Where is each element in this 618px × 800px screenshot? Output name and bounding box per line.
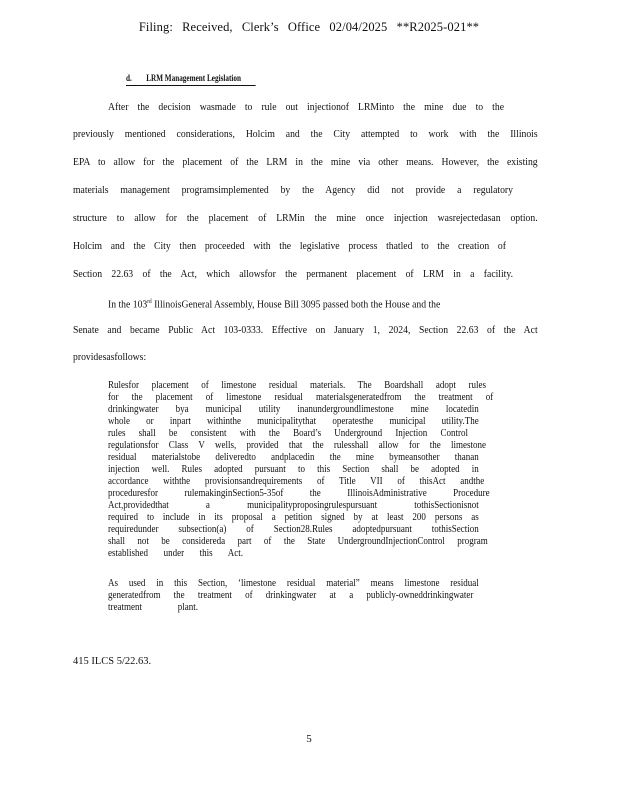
quote-line: established under this Act.	[108, 548, 243, 559]
section-heading	[126, 73, 255, 86]
quote-line: residual materialstobe deliveredto andplacedin the mine bymeansother thanan	[108, 452, 479, 463]
paragraph-line: previously mentioned considerations, Holcim and the City attempted to work with the Illinois	[73, 128, 538, 140]
paragraph-line: providesasfollows:	[73, 351, 147, 363]
paragraph-line: Section 22.63 of the Act, which allowsfor the permanent placement of LRM in a facility.	[73, 268, 513, 280]
quote-line: whole or inpart withinthe municipalitythat operatesthe municipal utility.The	[108, 416, 479, 427]
statute-citation: 415 ILCS 5/22.63.	[73, 656, 152, 667]
quote-line: rules shall be consistent with the Board’s Underground Injection Control	[108, 428, 468, 439]
paragraph-line: structure to allow for the placement of LRMin the mine once injection wasrejectedasan option.	[73, 212, 538, 224]
section-letter: d.	[126, 73, 132, 83]
filing-header: Filing: Received, Clerk’s Office 02/04/2025 **R2025-021**	[138, 20, 480, 34]
paragraph-line: After the decision wasmade to rule out injectionof LRMinto the mine due to the	[108, 101, 504, 113]
paragraph-line: materials management programsimplemented by the Agency did not provide a regulatory	[73, 184, 513, 196]
paragraph-line: Senate and became Public Act 103-0333. Effective on January 1, 2024, Section 22.63 of the Act	[73, 324, 538, 336]
line-suffix: IllinoisGeneral Assembly, House Bill 3095 passed both the House and the	[151, 298, 441, 311]
quote-line: accordance withthe provisionsandrequirements of Title VII of thisAct andthe	[108, 476, 485, 487]
quote-line: regulationsfor Class V wells, provided that the rulesshall allow for the limestone	[108, 440, 486, 451]
quote-line: injection well. Rules adopted pursuant to this Section shall be adopted in	[108, 464, 479, 475]
quote-line: generatedfrom the treatment of drinkingwater at a publicly-owneddrinkingwater	[108, 590, 474, 601]
paragraph-line: Holcim and the City then proceeded with the legislative process thatled to the creation of	[73, 240, 506, 252]
section-title: LRM Management Legislation	[146, 73, 242, 83]
quote-line: for the placement of limestone residual materialsgeneratedfrom the treatment of	[108, 392, 494, 403]
quote-line: required to include in its proposal a petition signed by at least 200 persons as	[108, 512, 479, 523]
page-number: 5	[306, 733, 312, 745]
quote-line: treatment plant.	[108, 602, 198, 613]
quote-line: Act,providedthat a municipalityproposingrulespursuant tothisSectionisnot	[108, 500, 479, 511]
quote-line: Rulesfor placement of limestone residual materials. The Boardshall adopt rules	[108, 380, 486, 391]
quote-line: requiredunder subsection(a) of Section28.Rules adoptedpursuant tothisSection	[108, 524, 479, 535]
line-prefix: In the 103	[108, 298, 148, 311]
quote-line: drinkingwater bya municipal utility inanundergroundlimestone mine locatedin	[108, 404, 479, 415]
paragraph-line	[108, 295, 537, 312]
ordinal-suffix: rd	[147, 299, 152, 305]
quote-line: proceduresfor rulemakinginSection5-35of the IllinoisAdministrative Procedure	[108, 488, 490, 499]
quote-line: shall not be considereda part of the State UndergroundInjectionControl program	[108, 536, 488, 547]
quote-line: As used in this Section, ‘limestone residual material” means limestone residual	[108, 578, 479, 589]
paragraph-line: EPA to allow for the placement of the LRM in the mine via other means. However, the existing	[73, 156, 538, 168]
